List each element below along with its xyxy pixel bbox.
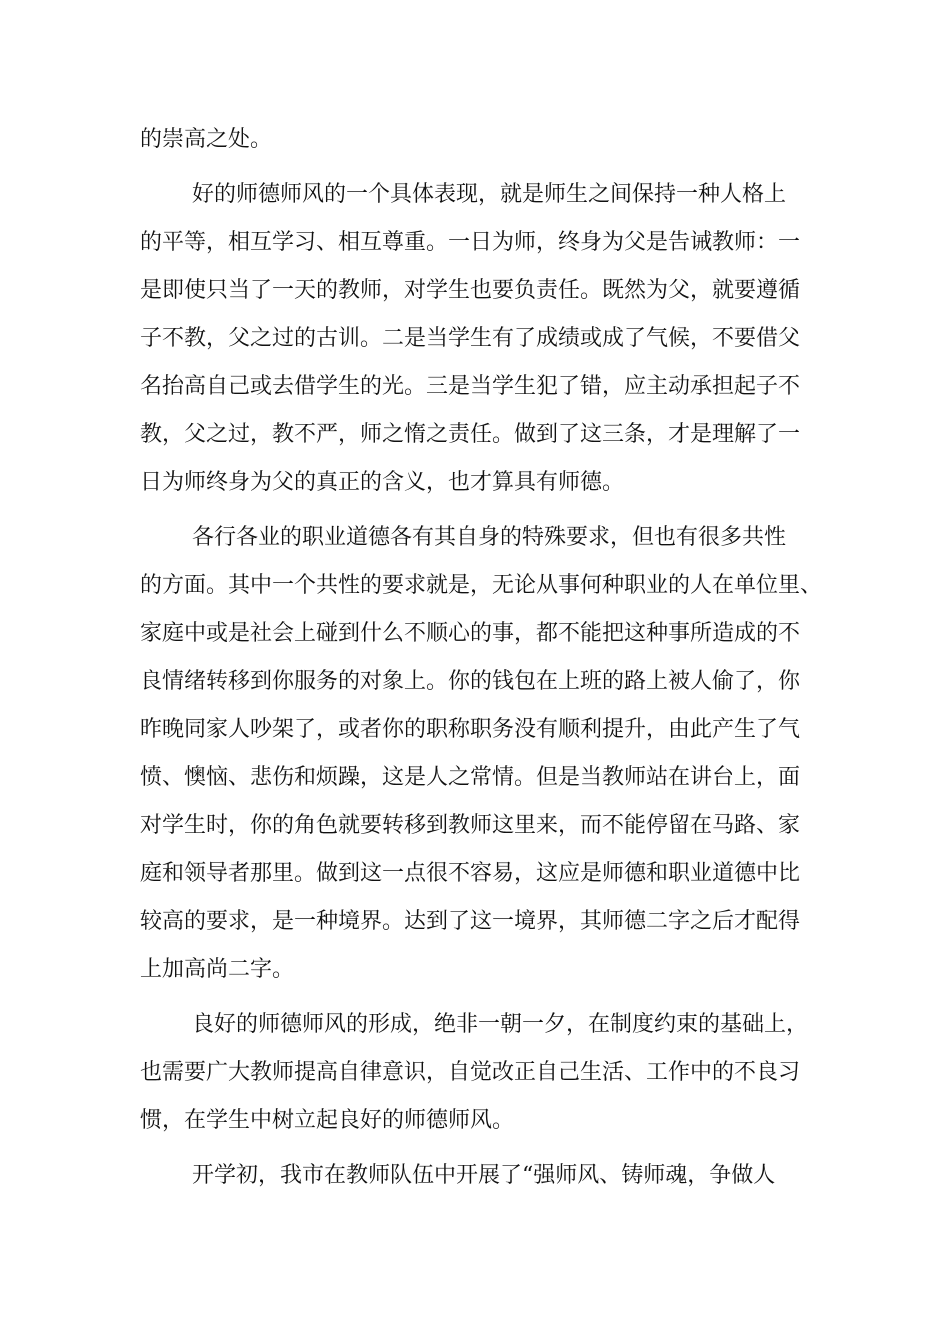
paragraph-4 <box>140 1001 820 1145</box>
text-line: 惯，在学生中树立起良好的师德师风。 <box>140 1108 515 1133</box>
text-line: 是即使只当了一天的教师，对学生也要负责任。既然为父，就要遵循 <box>140 278 801 303</box>
text-line: 名抬高自己或去借学生的光。三是当学生犯了错，应主动承担起子不 <box>140 374 801 399</box>
text-line: 较高的要求，是一种境界。达到了这一境界，其师德二字之后才配得 <box>140 909 801 934</box>
text-line: 日为师终身为父的真正的含义，也才算具有师德。 <box>140 470 625 495</box>
text-line: 昨晚同家人吵架了，或者你的职称职务没有顺利提升，由此产生了气 <box>140 717 801 742</box>
text-line: 家庭中或是社会上碰到什么不顺心的事，都不能把这种事所造成的不 <box>140 621 801 646</box>
text-line: 庭和领导者那里。做到这一点很不容易，这应是师德和职业道德中比 <box>140 861 801 886</box>
document-body <box>140 116 823 1200</box>
paragraph-1 <box>140 116 820 164</box>
text-line: 子不教，父之过的古训。二是当学生有了成绩或成了气候，不要借父 <box>140 326 801 351</box>
text-line: 好的师德师风的一个具体表现，就是师生之间保持一种人格上 <box>192 182 787 207</box>
text-line: 的崇高之处。 <box>140 127 273 152</box>
text-line: 上加高尚二字。 <box>140 957 295 982</box>
text-line: 对学生时，你的角色就要转移到教师这里来，而不能停留在马路、家 <box>140 813 801 838</box>
text-line: 开学初，我市在教师队伍中开展了“强师风、铸师魂，争做人 <box>192 1163 776 1188</box>
text-line: 良好的师德师风的形成，绝非一朝一夕，在制度约束的基础上， <box>192 1012 809 1037</box>
text-line: 良情绪转移到你服务的对象上。你的钱包在上班的路上被人偷了，你 <box>140 669 801 694</box>
text-line: 也需要广大教师提高自律意识，自觉改正自己生活、工作中的不良习 <box>140 1060 801 1085</box>
paragraph-5 <box>140 1152 820 1200</box>
text-line: 的平等，相互学习、相互尊重。一日为师，终身为父是告诫教师：一 <box>140 230 801 255</box>
text-line: 各行各业的职业道德各有其自身的特殊要求，但也有很多共性 <box>192 525 787 550</box>
text-line: 教，父之过，教不严，师之惰之责任。做到了这三条，才是理解了一 <box>140 422 801 447</box>
paragraph-2 <box>140 171 820 507</box>
text-line: 愤、懊恼、悲伤和烦躁，这是人之常情。但是当教师站在讲台上，面 <box>140 765 801 790</box>
text-line: 的方面。其中一个共性的要求就是，无论从事何种职业的人在单位里、 <box>140 573 823 598</box>
paragraph-3 <box>140 514 823 994</box>
